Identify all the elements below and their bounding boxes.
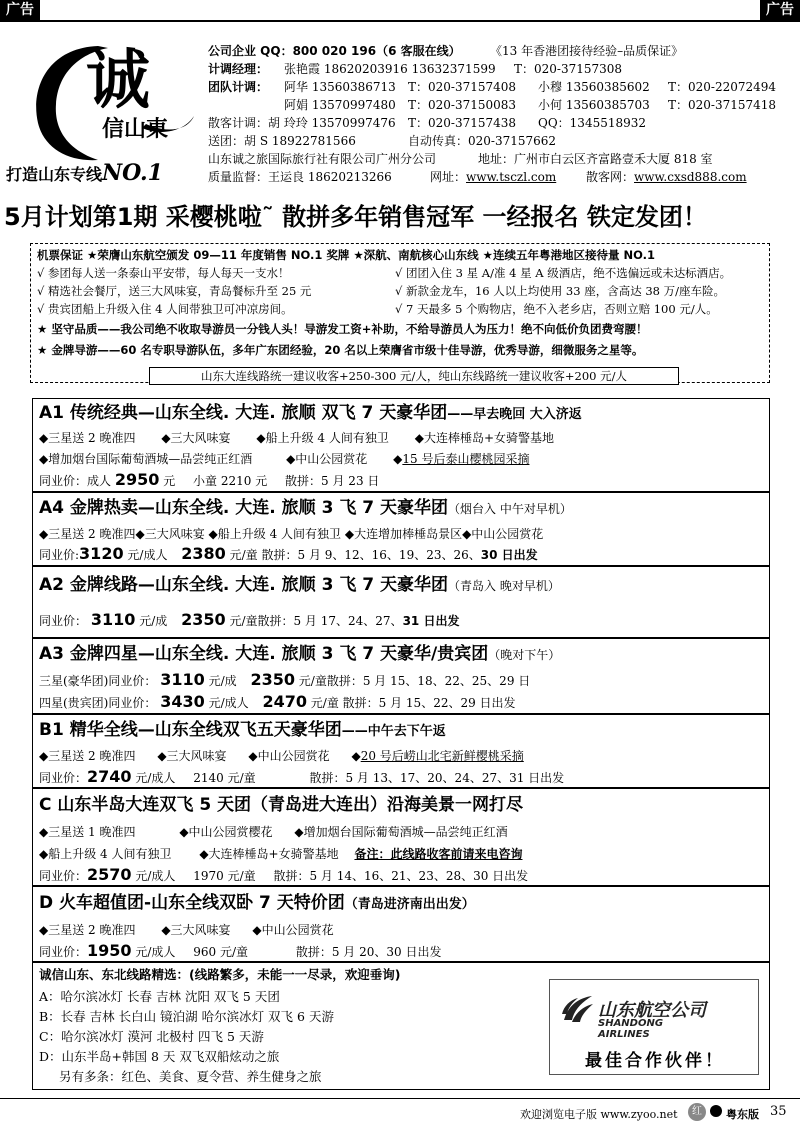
northeast-route-b: B：长春 吉林 长白山 镜泊湖 哈尔滨冰灯 双飞 6 天游 bbox=[39, 1009, 334, 1024]
route-c-remark: 备注：此线路收客前请来电咨询 bbox=[354, 847, 523, 861]
airline-name-cn: 山东航空公司 bbox=[598, 1000, 706, 1021]
route-a3-tier1-departures: 元/童散拼：5 月 15、18、22、25、29 日 bbox=[298, 674, 531, 688]
route-c-feature: ◆中山公园赏樱花 bbox=[179, 825, 273, 839]
page-headline: 5月计划第1期 采樱桃啦˜ 散拼多年销售冠军 一经报名 铁定发团！ bbox=[4, 203, 707, 231]
manager-contact: 张艳霞 18620203916 13632371599 bbox=[284, 62, 496, 76]
team-phone-1: T：020-37157408 bbox=[408, 80, 517, 94]
route-d-adult-price: 1950 bbox=[87, 941, 132, 960]
auto-fax: 自动传真：020-37157662 bbox=[408, 134, 557, 148]
guarantee-item-1: √ 参团每人送一条泰山平安带，每人每天一支水！ bbox=[37, 266, 290, 280]
route-a1-feature: ◆三星送 2 晚准四 bbox=[39, 431, 136, 445]
footer-url[interactable]: 欢迎浏览电子版 www.zyoo.net bbox=[520, 1108, 678, 1121]
guarantee-item-3: √ 精选社会餐厅，送三大风味宴，青岛餐标升至 25 元 bbox=[37, 284, 312, 298]
delivery-contact: 送团：胡 S 18922781566 bbox=[208, 134, 356, 148]
route-c-adult-price: 2570 bbox=[87, 865, 132, 884]
route-a1-price-label: 同业价：成人 bbox=[39, 474, 112, 488]
route-a1-price-unit: 元 bbox=[163, 474, 176, 488]
route-a2-child-price: 2350 bbox=[181, 610, 226, 629]
route-d-child-price: 960 元/童 bbox=[193, 945, 249, 959]
logo-sub-chars: 信山東 bbox=[102, 116, 169, 142]
airline-name-en-2: AIRLINES bbox=[598, 1029, 650, 1040]
retail-contact: 散客计调：胡 玲玲 13570997476 bbox=[208, 116, 396, 130]
route-a3-tier2-child: 2470 bbox=[262, 692, 307, 711]
route-a4-child-price: 2380 bbox=[181, 544, 226, 563]
route-a1-subtitle: ——早去晚回 大入济返 bbox=[447, 407, 582, 422]
route-d-price-label: 同业价： bbox=[39, 945, 88, 959]
route-a3-tier1-child: 2350 bbox=[250, 670, 295, 689]
route-c-price-label: 同业价： bbox=[39, 869, 88, 883]
guarantee-item-5: √ 贵宾团船上升级入住 4 人间带独卫可冲凉房间。 bbox=[37, 302, 293, 316]
route-a1-feature: 15 号后泰山樱桃园采摘 bbox=[402, 452, 530, 466]
route-c-feature: ◆大连棒棰岛+女骑警基地 bbox=[199, 847, 339, 861]
retail-site-label: 散客网： bbox=[586, 170, 635, 184]
footer-edition: 粤东版 bbox=[726, 1108, 759, 1121]
route-b1-feature: ◆ bbox=[351, 749, 361, 763]
route-b1-feature: ◆中山公园赏花 bbox=[248, 749, 330, 763]
northeast-route-d: D：山东半岛+韩国 8 天 双飞双船炫动之旅 bbox=[39, 1049, 280, 1064]
guarantee-awards: 机票保证 ★荣膺山东航空颁发 09—11 年度销售 NO.1 奖牌 ★深航、南航核心山东线 ★连续五年粤港地区接待量 NO.1 bbox=[37, 248, 655, 262]
northeast-routes-box bbox=[32, 962, 770, 1090]
route-d-subtitle: （青岛进济南出出发） bbox=[344, 897, 475, 912]
team-phone-3: T：020-37150083 bbox=[408, 98, 517, 112]
northeast-more: 另有多条：红色、美食、夏令营、养生健身之旅 bbox=[59, 1069, 322, 1084]
route-a2-subtitle: （青岛入 晚对早机） bbox=[448, 579, 560, 593]
route-a3-tier1-adult: 3110 bbox=[160, 670, 205, 689]
route-a3-tier1-unit: 元/成 bbox=[208, 674, 237, 688]
team-phone-4: T：020-37157418 bbox=[668, 98, 777, 112]
route-a2-title: A2 金牌线路—山东全线. 大连. 旅顺 3 飞 7 天豪华团 bbox=[39, 575, 448, 595]
quality-slogan: 《13 年香港团接待经验–品质保证》 bbox=[490, 44, 684, 58]
route-a1-departures: 散拼：5 月 23 日 bbox=[285, 474, 380, 488]
route-c-departures: 散拼：5 月 14、16、21、23、28、30 日出发 bbox=[273, 869, 529, 883]
logo-main-char: 诚 bbox=[86, 43, 150, 118]
website-link[interactable]: www.tsczl.com bbox=[466, 170, 557, 184]
team-label: 团队计调： bbox=[208, 80, 269, 94]
route-a3-tier2-adult: 3430 bbox=[160, 692, 205, 711]
team-contact-2: 小穆 13560385602 bbox=[538, 80, 650, 94]
route-d-feature: ◆中山公园赏花 bbox=[252, 923, 334, 937]
route-b1-feature: ◆三星送 2 晚准四 bbox=[39, 749, 136, 763]
route-c-feature: ◆增加烟台国际葡萄酒城—品尝纯正红酒 bbox=[294, 825, 508, 839]
logo-no1: NO.1 bbox=[102, 160, 163, 186]
company-qq: 公司企业 QQ：800 020 196（6 客服在线） bbox=[208, 44, 461, 58]
route-a3-tier2-label: 四星(贵宾团)同业价： bbox=[39, 696, 157, 710]
route-a1 bbox=[32, 398, 770, 492]
logo-tagline: 打造山东专线NO.1 bbox=[6, 160, 163, 186]
team-contact-3: 阿娟 13570997480 bbox=[284, 98, 396, 112]
route-a2-last-date: 31 日出发 bbox=[402, 614, 460, 628]
northeast-heading: 诚信山东、东北线路精选：(线路繁多，未能一一尽录，欢迎垂询) bbox=[39, 967, 401, 982]
route-b1-subtitle: ——中午去下午返 bbox=[341, 724, 446, 739]
guarantee-item-4: √ 新款金龙车，16 人以上均使用 33 座，含高达 38 万/座车险。 bbox=[395, 284, 726, 298]
route-a4-last-date: 30 日出发 bbox=[480, 548, 538, 562]
best-partner-text: 最佳合作伙伴！ bbox=[585, 1051, 725, 1071]
red-seal-icon: 红 bbox=[688, 1103, 706, 1121]
route-a2-adult-price: 3110 bbox=[90, 610, 136, 629]
team-contact-4: 小何 13560385703 bbox=[538, 98, 650, 112]
route-b1-departures: 散拼：5 月 13、17、20、24、27、31 日出发 bbox=[309, 771, 565, 785]
guarantee-item-6: √ 7 天最多 5 个购物店，绝不入老乡店，否则立赔 100 元/人。 bbox=[395, 302, 718, 316]
route-b1-price-unit: 元/成人 bbox=[135, 771, 176, 785]
ad-label-right: 广告 bbox=[760, 0, 800, 20]
route-c-price-unit: 元/成人 bbox=[135, 869, 176, 883]
top-bar bbox=[0, 0, 800, 22]
retail-phone: T：020-37157438 bbox=[408, 116, 517, 130]
route-a4-features: ◆三星送 2 晚准四◆三大风味宴 ◆船上升级 4 人间有独卫 ◆大连增加棒棰岛景区◆中山公园赏花 bbox=[39, 527, 544, 541]
route-a4-subtitle: （烟台入 中午对早机） bbox=[448, 502, 572, 516]
route-a1-feature: ◆中山公园赏花 bbox=[286, 452, 368, 466]
route-a3-subtitle: （晚对下午） bbox=[488, 648, 561, 662]
route-b1-child-price: 2140 元/童 bbox=[193, 771, 256, 785]
route-a3-tier2-departures: 元/童 散拼：5 月 15、22、29 日出发 bbox=[310, 696, 516, 710]
route-b1-price-label: 同业价： bbox=[39, 771, 88, 785]
quality-supervisor: 质量监督：王运良 18620213266 bbox=[208, 170, 392, 184]
route-a4-title: A4 金牌热卖—山东全线. 大连. 旅顺 3 飞 7 天豪华团 bbox=[39, 498, 448, 518]
route-c-feature: ◆三星送 1 晚准四 bbox=[39, 825, 136, 839]
guarantee-quality: ★ 坚守品质——我公司绝不收取导游员一分钱人头！导游发工资+补助，不给导游员人为压力！绝不向低价负团费弯腰！ bbox=[37, 322, 648, 336]
company-address: 地址：广州市白云区齐富路壹禾大厦 818 室 bbox=[478, 152, 713, 166]
guarantee-guides: ★ 金牌导游——60 名专职导游队伍，多年广东团经验，20 名以上荣膺省市级十佳导游，优秀导游，细微服务之星等。 bbox=[37, 343, 644, 357]
page-footer bbox=[0, 1098, 800, 1125]
route-a4-adult-price: 3120 bbox=[79, 544, 124, 563]
route-a1-title: A1 传统经典—山东全线. 大连. 旅顺 双飞 7 天豪华团 bbox=[39, 403, 448, 423]
manager-label: 计调经理： bbox=[208, 62, 269, 76]
retail-site-link[interactable]: www.cxsd888.com bbox=[634, 170, 747, 184]
northeast-route-a: A：哈尔滨冰灯 长春 吉林 沈阳 双飞 5 天团 bbox=[39, 989, 280, 1004]
guarantee-item-2: √ 团团入住 3 星 A/准 4 星 A 级酒店，绝不选偏远或未达标酒店。 bbox=[395, 266, 732, 280]
route-d-feature: ◆三星送 2 晚准四 bbox=[39, 923, 136, 937]
route-a2-price-label: 同业价： bbox=[39, 614, 88, 628]
team-contact-1: 阿华 13560386713 bbox=[284, 80, 396, 94]
route-a1-feature: ◆增加烟台国际葡萄酒城—品尝纯正红酒 bbox=[39, 452, 253, 466]
team-phone-2: T：020-22072494 bbox=[668, 80, 777, 94]
route-a3-title: A3 金牌四星—山东全线. 大连. 旅顺 3 飞 7 天豪华/贵宾团 bbox=[39, 644, 489, 664]
airline-name-en-1: SHANDONG bbox=[598, 1018, 664, 1029]
route-b1 bbox=[32, 714, 770, 788]
route-b1-feature: 20 号后崂山北宅新鲜樱桃采摘 bbox=[360, 749, 524, 763]
route-d-departures: 散拼：5 月 20、30 日出发 bbox=[295, 945, 442, 959]
route-a4-price-label: 同业价: bbox=[39, 548, 80, 562]
route-a4 bbox=[32, 492, 770, 566]
route-a1-adult-price: 2950 bbox=[114, 470, 160, 489]
route-a3 bbox=[32, 638, 770, 714]
route-c bbox=[32, 788, 770, 886]
route-c-feature: ◆船上升级 4 人间有独卫 bbox=[39, 847, 172, 861]
route-b1-title: B1 精华全线—山东全线双飞五天豪华团 bbox=[39, 720, 342, 740]
route-a2 bbox=[32, 566, 770, 638]
route-a1-feature: ◆ bbox=[393, 452, 403, 466]
shandong-airlines-ad bbox=[549, 979, 759, 1075]
shandong-airlines-logo-icon bbox=[560, 994, 594, 1024]
route-a1-feature: ◆船上升级 4 人间有独卫 bbox=[256, 431, 389, 445]
route-a1-feature: ◆大连棒棰岛+女骑警基地 bbox=[414, 431, 555, 445]
page-number: 35 bbox=[770, 1104, 787, 1119]
retail-qq: QQ：1345518932 bbox=[538, 116, 647, 130]
route-c-title: C 山东半岛大连双飞 5 天团（青岛进大连出）沿海美景一网打尽 bbox=[39, 795, 524, 815]
ad-label-left: 广告 bbox=[0, 0, 40, 20]
route-a4-departures: 元/童 散拼：5 月 9、12、16、19、23、26、 bbox=[229, 548, 481, 562]
route-d-price-unit: 元/成人 bbox=[135, 945, 176, 959]
route-a3-tier2-unit: 元/成人 bbox=[208, 696, 249, 710]
guarantee-price-note: 山东大连线路统一建议收客+250-300 元/人，纯山东线路统一建议收客+200 元/人 bbox=[149, 367, 679, 385]
website-label: 网址： bbox=[430, 170, 467, 184]
route-d-feature: ◆三大风味宴 bbox=[161, 923, 231, 937]
route-b1-feature: ◆三大风味宴 bbox=[157, 749, 227, 763]
route-a4-price-unit: 元/成人 bbox=[127, 548, 168, 562]
route-a1-feature: ◆三大风味宴 bbox=[161, 431, 231, 445]
route-a3-tier1-label: 三星(豪华团)同业价： bbox=[39, 674, 157, 688]
route-a2-price-unit: 元/成 bbox=[139, 614, 168, 628]
route-b1-adult-price: 2740 bbox=[87, 767, 132, 786]
manager-phone: T：020-37157308 bbox=[514, 62, 623, 76]
route-c-child-price: 1970 元/童 bbox=[193, 869, 256, 883]
northeast-route-c: C：哈尔滨冰灯 漠河 北极村 四飞 5 天游 bbox=[39, 1029, 264, 1044]
guarantee-box bbox=[30, 243, 770, 383]
company-name: 山东诚之旅国际旅行社有限公司广州分公司 bbox=[208, 152, 437, 166]
route-d bbox=[32, 886, 770, 962]
route-d-title: D 火车超值团-山东全线双卧 7 天特价团 bbox=[39, 893, 345, 913]
footer-dot-icon bbox=[710, 1105, 722, 1117]
route-a2-departures: 元/童散拼：5 月 17、24、27、 bbox=[229, 614, 403, 628]
route-a1-child-price: 小童 2210 元 bbox=[193, 474, 268, 488]
